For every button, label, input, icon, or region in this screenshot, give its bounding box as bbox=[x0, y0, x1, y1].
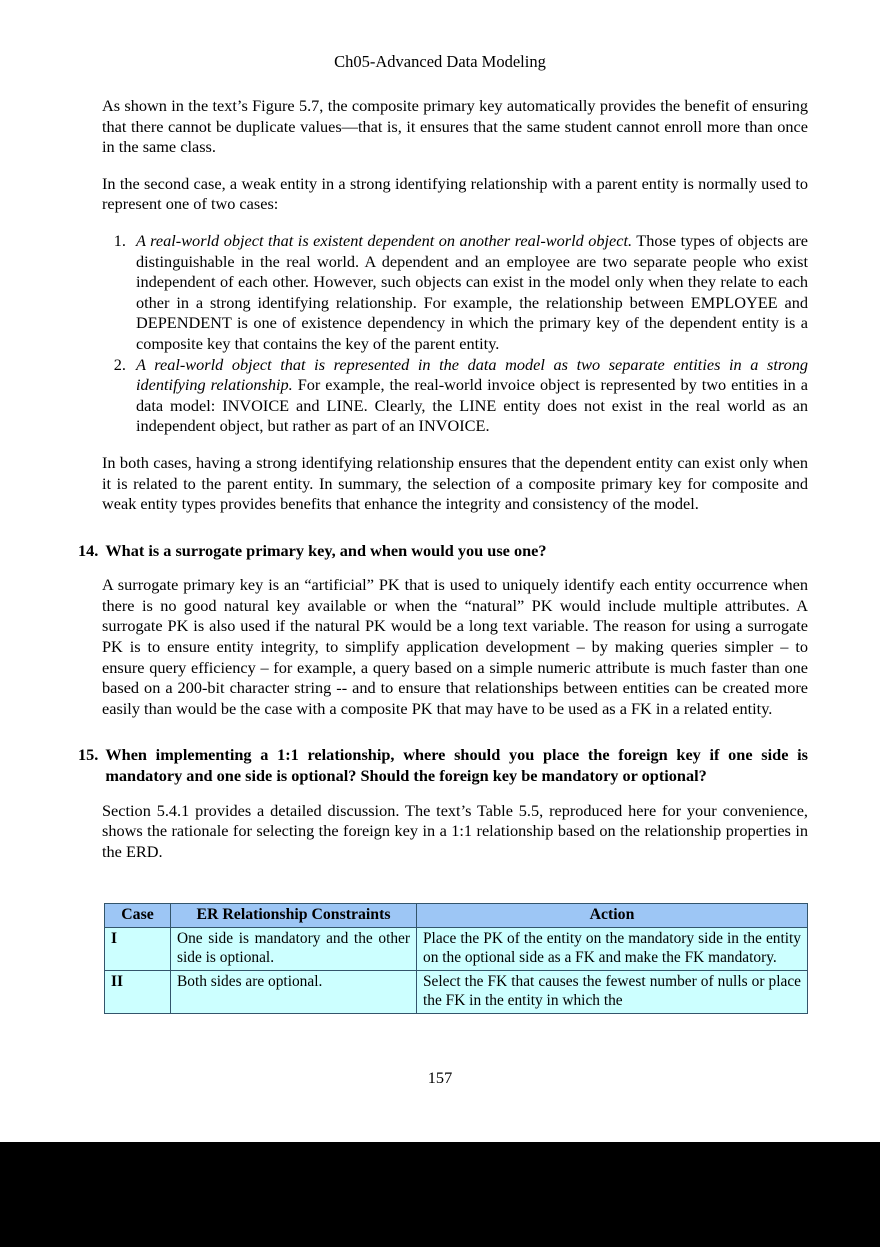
page-content bbox=[78, 96, 808, 876]
paragraph-summary: In both cases, having a strong identifying relationship ensures that the dependent entity can exist only when it is related to the parent entity. In summary, the selection of a composite primary key for composite and weak entity types provides benefits that enhance the integrity and consistency of the model. bbox=[102, 452, 808, 514]
question-14-text: What is a surrogate primary key, and when would you use one? bbox=[105, 540, 547, 560]
table-row bbox=[105, 970, 808, 1013]
case-lead-italic: A real-world object that is represented in the data model as two separate entities in a strong identifying relationship. bbox=[136, 354, 808, 395]
cell-action: Select the FK that causes the fewest number of nulls or place the FK in the entity in which the bbox=[417, 970, 808, 1013]
cases-list bbox=[78, 231, 808, 437]
question-15-number: 15. bbox=[78, 745, 99, 765]
cell-constraints: Both sides are optional. bbox=[171, 970, 417, 1013]
case-lead-italic: A real-world object that is existent dependent on another real-world object. bbox=[136, 230, 633, 250]
column-header-constraints: ER Relationship Constraints bbox=[171, 904, 417, 928]
case-rest: For example, the real-world invoice object is represented by two entities in a data model: INVOICE and LINE. Clearly, the LINE entity does not exist in the real world as an independent object, but rather as part of an INVOICE. bbox=[136, 375, 808, 436]
running-head: Ch05-Advanced Data Modeling bbox=[334, 52, 546, 71]
list-item bbox=[130, 231, 808, 355]
paragraph-weak-entity-intro: In the second case, a weak entity in a strong identifying relationship with a parent entity is normally used to represent one of two cases: bbox=[102, 173, 808, 214]
cell-constraints: One side is mandatory and the other side is optional. bbox=[171, 927, 417, 970]
cell-case: II bbox=[105, 970, 171, 1013]
cell-case: I bbox=[105, 927, 171, 970]
column-header-action: Action bbox=[417, 904, 808, 928]
question-14-number: 14. bbox=[78, 540, 99, 560]
question-14-answer: A surrogate primary key is an “artificial” PK that is used to uniquely identify each entity occurrence when there is no good natural key available or when the “natural” PK would include multiple attributes. A surrogate PK is also used if the natural PK would be a long text variable. The reason for using a surrogate PK is to ensure entity integrity, to simplify application development – by making queries simpler – to ensure query efficiency – for example, a query based on a simple numeric attribute is much faster than one based on a 200-bit character string -- and to ensure that relationships between entities can be created more easily than would be the case with a composite PK that may have to be used as a FK in a related entity. bbox=[102, 575, 808, 718]
spacer bbox=[78, 735, 808, 745]
cell-action: Place the PK of the entity on the mandatory side in the entity on the optional side as a FK and make the FK mandatory. bbox=[417, 927, 808, 970]
list-item bbox=[130, 355, 808, 437]
table-row bbox=[105, 927, 808, 970]
question-15-heading bbox=[78, 745, 808, 786]
question-14-heading bbox=[78, 541, 808, 562]
case-rest: Those types of objects are distinguishable in the real world. A dependent and an employee are two separate people who exist independent of each other. However, such objects can exist in the model only when they relate to each other in a strong identifying relationship. For example, the relationship between EMPLOYEE and DEPENDENT is one of existence dependency in which the primary key of the dependent entity is a composite key that contains the key of the parent entity. bbox=[136, 230, 808, 353]
column-header-case: Case bbox=[105, 904, 171, 928]
spacer bbox=[78, 531, 808, 541]
bottom-black-bar bbox=[0, 1142, 880, 1247]
fk-selection-table bbox=[104, 903, 808, 1014]
question-15-text: When implementing a 1:1 relationship, where should you place the foreign key if one side is mandatory and one side is optional? Should the foreign key be mandatory or optional? bbox=[105, 745, 808, 786]
question-15-answer: Section 5.4.1 provides a detailed discussion. The text’s Table 5.5, reproduced here for your convenience, shows the rationale for selecting the foreign key in a 1:1 relationship based on the relationship properties in the ERD. bbox=[102, 800, 808, 861]
paragraph-composite-primary-key: As shown in the text’s Figure 5.7, the composite primary key automatically provides the benefit of ensuring that there cannot be duplicate values—that is, it ensures that the same student cannot enroll more than once in the same class. bbox=[102, 96, 808, 157]
table-header-row bbox=[105, 904, 808, 928]
page-number: 157 bbox=[427, 1068, 453, 1087]
